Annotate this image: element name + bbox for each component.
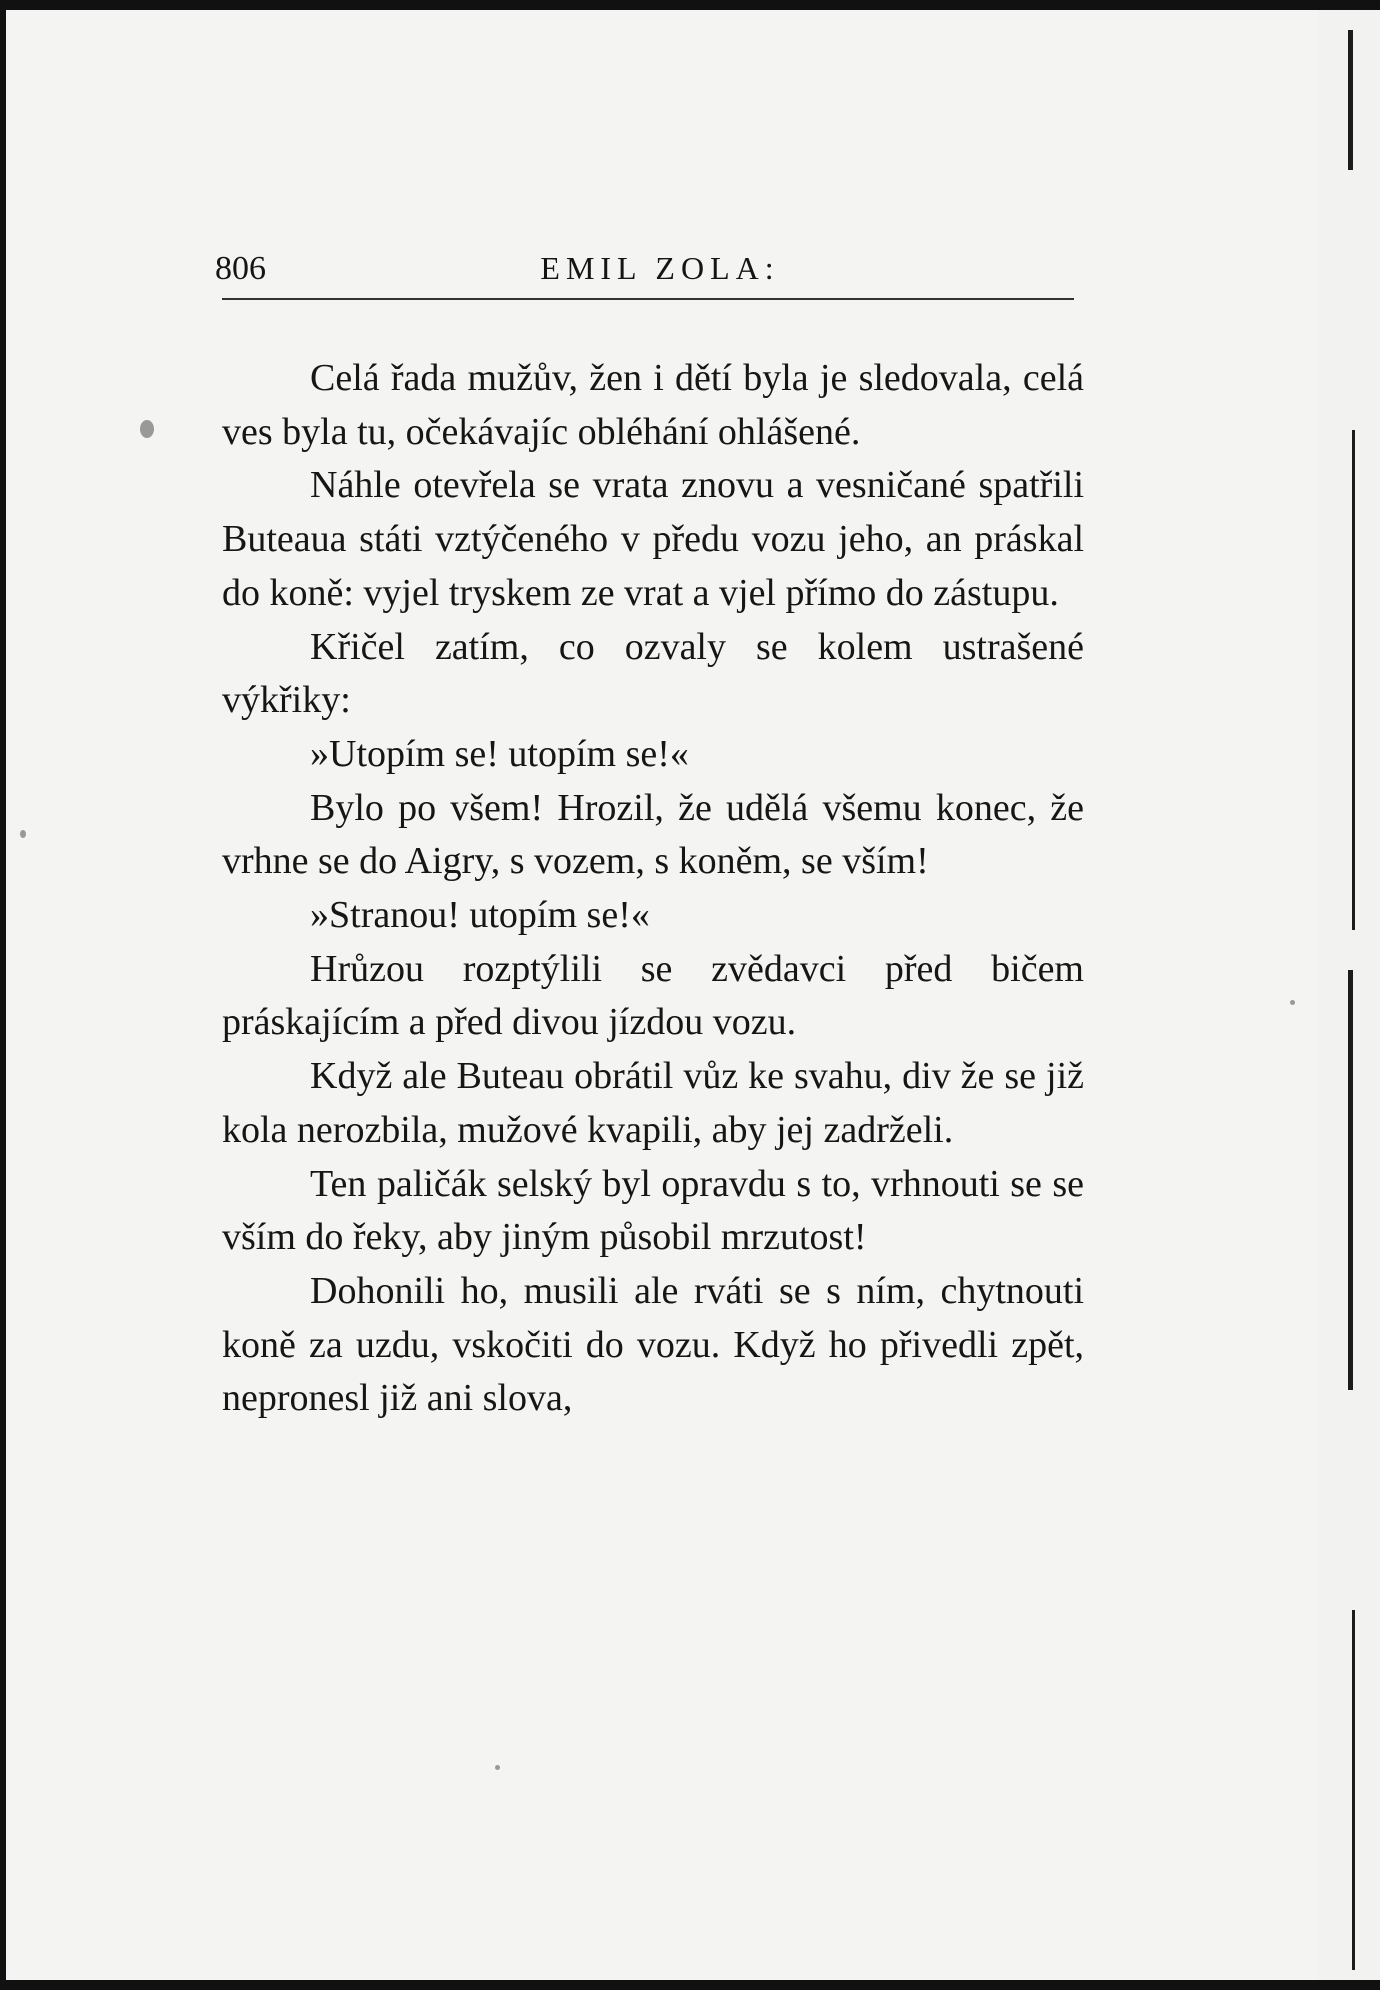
running-title: EMIL ZOLA: [540,250,780,286]
scan-edge-mark [1352,430,1355,930]
scan-speck [495,1765,500,1770]
scan-edge [1318,10,1380,1980]
body-text [222,352,1084,1426]
header-rule [222,298,1074,300]
paragraph: Náhle otevřela se vrata znovu a vesničané spatřili Buteaua státi vztýčeného v předu vozu jeho, an práskal do koně: vyjel tryskem ze vrat a vjel přímo do zástupu. [222,464,1084,614]
scan-speck [140,420,154,438]
scan-edge-mark [1348,30,1353,170]
paragraph: Celá řada mužův, žen i dětí byla je sledovala, celá ves byla tu, očekávajíc obléhání ohlášené. [222,357,1084,453]
paragraph: Bylo po všem! Hrozil, že udělá všemu konec, že vrhne se do Aigry, s vozem, s koněm, se vším! [222,786,1084,883]
paragraph: Ten paličák selský byl opravdu s to, vrhnouti se se vším do řeky, aby jiným působil mrzutost! [222,1162,1084,1259]
paragraph: Když ale Buteau obrátil vůz ke svahu, div že se již kola nerozbila, mužové kvapili, aby jej zadrželi. [222,1055,1084,1151]
paragraph: Hrůzou rozptýlili se zvědavci před bičem práskajícím a před divou jízdou vozu. [222,947,1084,1044]
paragraph: Dohonili ho, musili ale rváti se s ním, chytnouti koně za uzdu, vskočiti do vozu. Když ho přivedli zpět, nepronesl již ani slova, [222,1269,1084,1420]
scan-speck [20,830,26,838]
page-header [215,250,1077,294]
scan-edge-mark [1348,970,1353,1390]
paragraph: Křičel zatím, co ozvaly se kolem ustrašené výkřiky: [222,625,1084,722]
scan-edge-mark [1352,1610,1355,1970]
paragraph: »Stranou! utopím se!« [310,894,650,937]
paragraph: »Utopím se! utopím se!« [310,732,689,775]
scan-speck [1290,1000,1295,1005]
page-number: 806 [215,250,266,287]
